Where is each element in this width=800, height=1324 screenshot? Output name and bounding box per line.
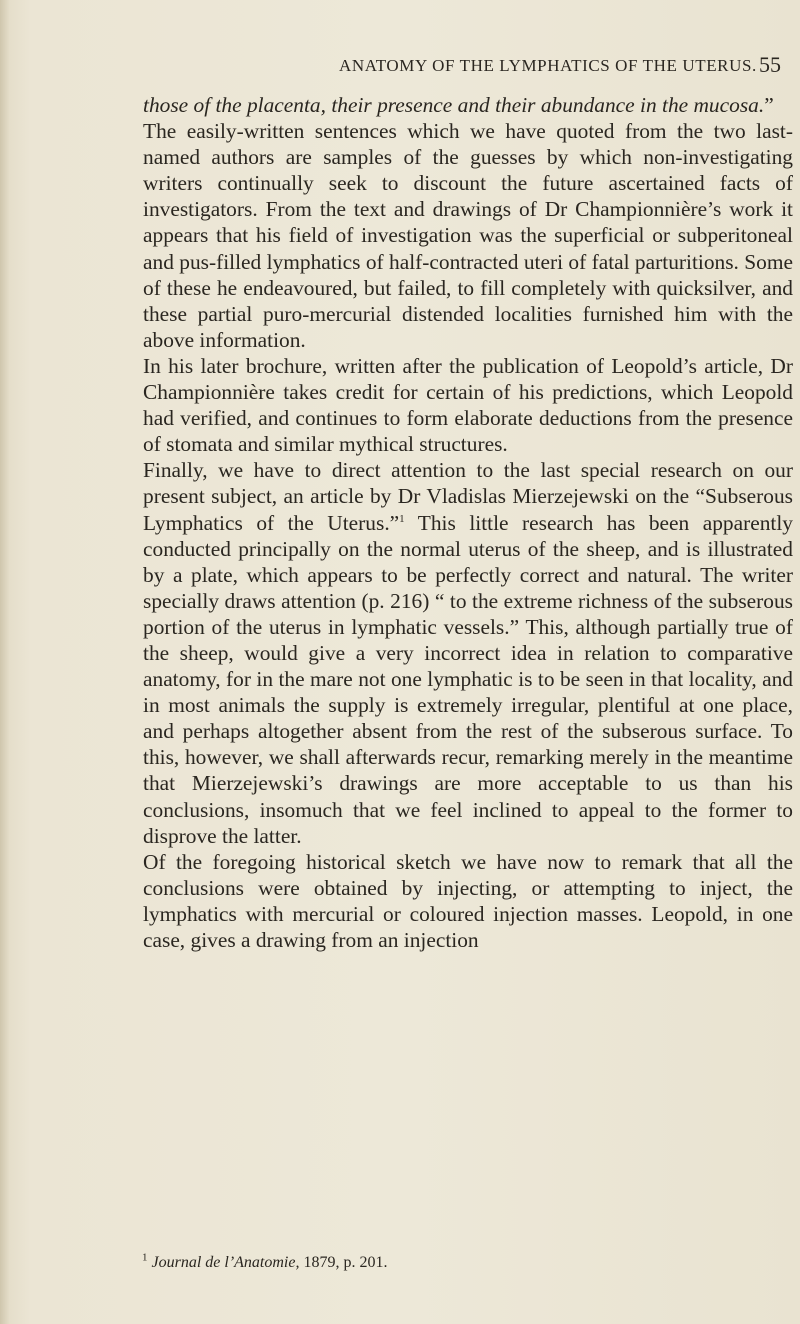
quote-italic: those of the placenta, their presence and their abundance in the mucosa. [143, 93, 765, 117]
running-title: ANATOMY OF THE LYMPHATICS OF THE UTERUS. [339, 56, 757, 75]
body-text [143, 92, 793, 953]
paragraph-3-part-a: Finally, we have to direct attention to the last special research on our present subject, an article by Dr Vladislas Mierzejewski on the “Subserous Lymphatics of the Uterus.” [143, 458, 793, 535]
quote-close: ” [764, 93, 774, 117]
footnote [142, 1253, 792, 1273]
paragraph-4: Of the foregoing historical sketch we have now to remark that all the conclusions were obtained by injecting, or attempting to inject, the lymphatics with mercurial or coloured injection masses. Leopold, in one case, gives a drawing from an injection [143, 849, 793, 952]
page-gutter-shadow [0, 0, 10, 1324]
paragraph-2: In his later brochure, written after the publication of Leopold’s article, Dr Championnière takes credit for certain of his predictions, which Leopold had verified, and continues to form elaborate deductions from the presence of stomata and similar mythical structures. [143, 353, 793, 457]
footnote-details: 1879, p. 201. [299, 1254, 388, 1271]
paragraph-1: The easily-written sentences which we have quoted from the two last-named authors are samples of the guesses by which non-investigating writers continually seek to discount the future ascertained facts of investigators. From the text and drawings of Dr Championnière’s work it appears that his field of investigation was the superficial or subperitoneal and pus-filled lymphatics of half-contracted uteri of fatal parturitions. Some of these he endeavoured, but failed, to fill completely with quicksilver, and these partial puro-mercurial distended localities furnished him with the above information. [143, 119, 793, 352]
footnote-reference: 1 [399, 512, 405, 525]
paragraph-3-part-b: This little research has been apparently conducted principally on the normal uterus of the sheep, and is illustrated by a plate, which appears to be perfectly correct and natural. The writer specially draws attention (p. 216) “ to the extreme richness of the subserous portion of the uterus in lymphatic vessels.” This, although partially true of the sheep, would give a very incorrect idea in relation to comparative anatomy, for in the mare not one lymphatic is to be seen in that locality, and in most animals the supply is extremely irregular, plentiful at one place, and perhaps altogether absent from the rest of the subserous surface. To this, however, we shall afterwards recur, remarking merely in the meantime that Mierzejewski’s drawings are more acceptable to us than his conclusions, insomuch that we feel inclined to appeal to the former to disprove the latter. [143, 510, 793, 848]
running-head [0, 52, 800, 86]
page-number: 55 [759, 52, 781, 77]
footnote-journal: Journal de l’Anatomie, [151, 1254, 300, 1271]
paragraph-3 [143, 457, 793, 848]
paragraph-0 [143, 92, 793, 118]
footnote-marker: 1 [142, 1251, 148, 1264]
